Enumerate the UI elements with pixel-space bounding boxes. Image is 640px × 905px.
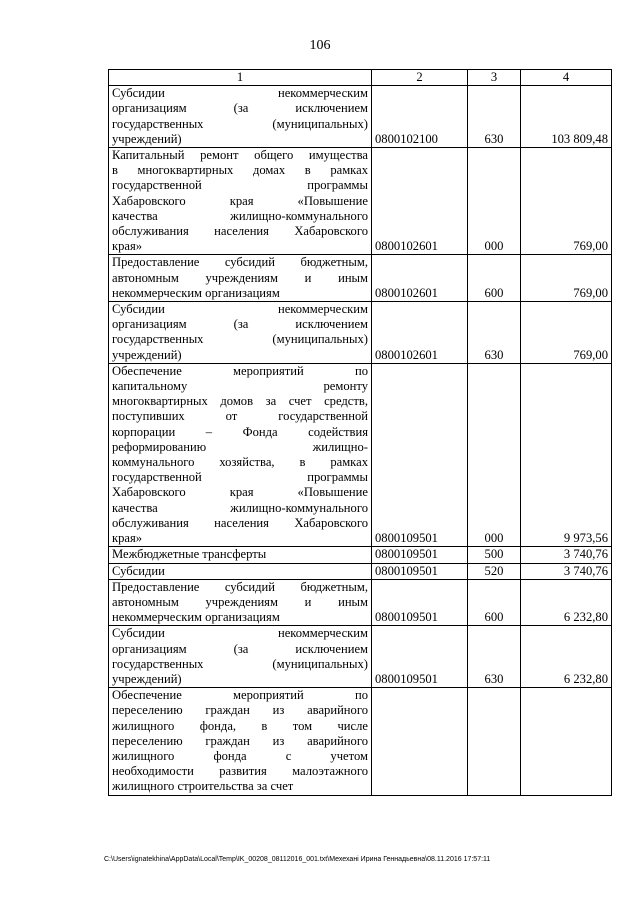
row-name-line: государственной программы	[112, 470, 368, 485]
row-name-cell	[109, 626, 372, 688]
row-name-line: многоквартирных домов за счет средств,	[112, 394, 368, 409]
row-name-line: жилищного строительства за счет	[112, 779, 294, 794]
page-number: 106	[309, 38, 331, 53]
budget-table	[108, 69, 612, 796]
row-name-line: края»	[112, 239, 143, 254]
row-name-line: некоммерческим организациям	[112, 285, 280, 300]
table-body	[109, 86, 612, 795]
row-name-cell	[109, 148, 372, 255]
row-code-cell: 0800109501	[372, 547, 468, 563]
row-code-cell: 0800109501	[372, 579, 468, 626]
row-name-cell	[109, 363, 372, 546]
row-name-cell	[109, 547, 372, 563]
table-row	[109, 579, 612, 626]
row-code-cell: 0800102601	[372, 148, 468, 255]
row-name-line: государственных (муниципальных)	[112, 116, 368, 131]
row-name-line: Хабаровского края «Повышение	[112, 485, 368, 500]
row-kind-cell: 520	[468, 563, 521, 579]
row-name-line: жилищного фонда с учетом	[112, 748, 368, 763]
row-name-cell	[109, 688, 372, 795]
row-kind-cell: 630	[468, 302, 521, 364]
row-name-line: необходимости развития малоэтажного	[112, 764, 368, 779]
row-name-line: качества жилищно-коммунального	[112, 500, 368, 515]
row-name-line: жилищного фонда, в том числе	[112, 718, 368, 733]
row-kind-cell: 000	[468, 148, 521, 255]
row-name-cell	[109, 302, 372, 364]
row-kind-cell: 630	[468, 626, 521, 688]
row-name-line: государственных (муниципальных)	[112, 656, 368, 671]
table-row	[109, 302, 612, 364]
row-name-line: государственной программы	[112, 178, 368, 193]
row-name-line: в многоквартирных домах в рамках	[112, 163, 368, 178]
row-name-line: некоммерческим организациям	[112, 610, 280, 625]
row-name-line: корпорации – Фонда содействия	[112, 424, 368, 439]
row-name-line: качества жилищно-коммунального	[112, 208, 368, 223]
row-name-line: Субсидии некоммерческим	[112, 302, 368, 317]
table-row	[109, 688, 612, 795]
row-name-cell	[109, 86, 372, 148]
row-name-line: обслуживания населения Хабаровского	[112, 224, 368, 239]
row-name-line: Обеспечение мероприятий по	[112, 688, 368, 703]
row-name-line: Обеспечение мероприятий по	[112, 363, 368, 378]
row-name-line: государственных (муниципальных)	[112, 332, 368, 347]
table-header-row	[109, 70, 612, 86]
row-name-line: Субсидии некоммерческим	[112, 86, 368, 101]
row-kind-cell: 000	[468, 363, 521, 546]
row-name-line: переселению граждан из аварийного	[112, 733, 368, 748]
row-kind-cell: 630	[468, 86, 521, 148]
row-name-line: Субсидии некоммерческим	[112, 626, 368, 641]
column-header-4: 4	[521, 70, 612, 86]
row-amount-cell: 769,00	[521, 148, 612, 255]
row-name-line: Предоставление субсидий бюджетным,	[112, 579, 368, 594]
row-name-line: Капитальный ремонт общего имущества	[112, 148, 368, 163]
row-kind-cell	[468, 688, 521, 795]
row-name-line: Предоставление субсидий бюджетным,	[112, 255, 368, 270]
table-row	[109, 363, 612, 546]
row-code-cell: 0800109501	[372, 626, 468, 688]
row-name-line: организациям (за исключением	[112, 101, 368, 116]
row-code-cell: 0800102601	[372, 302, 468, 364]
row-amount-cell: 103 809,48	[521, 86, 612, 148]
row-code-cell: 0800109501	[372, 363, 468, 546]
footer-file-path: C:\Users\ignatekhina\AppData\Local\Temp\IK_00208_08112016_001.txt\Мехеханi Ирина Геннадьевна\08.11.2016 17:57:11	[104, 856, 491, 863]
row-amount-cell: 3 740,76	[521, 547, 612, 563]
row-name-line: Субсидии	[112, 563, 165, 578]
row-amount-cell	[521, 688, 612, 795]
row-amount-cell: 6 232,80	[521, 626, 612, 688]
table-row	[109, 148, 612, 255]
row-name-line: организациям (за исключением	[112, 317, 368, 332]
row-amount-cell: 769,00	[521, 302, 612, 364]
row-amount-cell: 3 740,76	[521, 563, 612, 579]
row-code-cell: 0800109501	[372, 563, 468, 579]
row-name-line: капитальному ремонту	[112, 379, 368, 394]
row-name-line: Межбюджетные трансферты	[112, 547, 267, 562]
row-name-line: края»	[112, 531, 143, 546]
row-name-cell	[109, 255, 372, 302]
table-row	[109, 255, 612, 302]
row-amount-cell: 6 232,80	[521, 579, 612, 626]
row-kind-cell: 600	[468, 255, 521, 302]
row-name-line: коммунального хозяйства, в рамках	[112, 455, 368, 470]
row-name-line: учреждений)	[112, 131, 182, 146]
row-name-line: поступивших от государственной	[112, 409, 368, 424]
row-name-line: обслуживания населения Хабаровского	[112, 515, 368, 530]
row-name-line: Хабаровского края «Повышение	[112, 193, 368, 208]
table-row	[109, 563, 612, 579]
table-row	[109, 86, 612, 148]
column-header-2: 2	[372, 70, 468, 86]
row-name-line: переселению граждан из аварийного	[112, 703, 368, 718]
row-amount-cell: 769,00	[521, 255, 612, 302]
row-code-cell: 0800102100	[372, 86, 468, 148]
row-name-line: автономным учреждениям и иным	[112, 270, 368, 285]
row-name-line: учреждений)	[112, 347, 182, 362]
row-kind-cell: 600	[468, 579, 521, 626]
row-name-cell	[109, 563, 372, 579]
row-kind-cell: 500	[468, 547, 521, 563]
row-name-line: организациям (за исключением	[112, 641, 368, 656]
column-header-3: 3	[468, 70, 521, 86]
table-row	[109, 626, 612, 688]
row-name-line: реформированию жилищно-	[112, 439, 368, 454]
row-name-line: автономным учреждениям и иным	[112, 594, 368, 609]
row-amount-cell: 9 973,56	[521, 363, 612, 546]
row-name-cell	[109, 579, 372, 626]
column-header-1: 1	[109, 70, 372, 86]
table-row	[109, 547, 612, 563]
row-code-cell: 0800102601	[372, 255, 468, 302]
row-code-cell	[372, 688, 468, 795]
row-name-line: учреждений)	[112, 671, 182, 686]
